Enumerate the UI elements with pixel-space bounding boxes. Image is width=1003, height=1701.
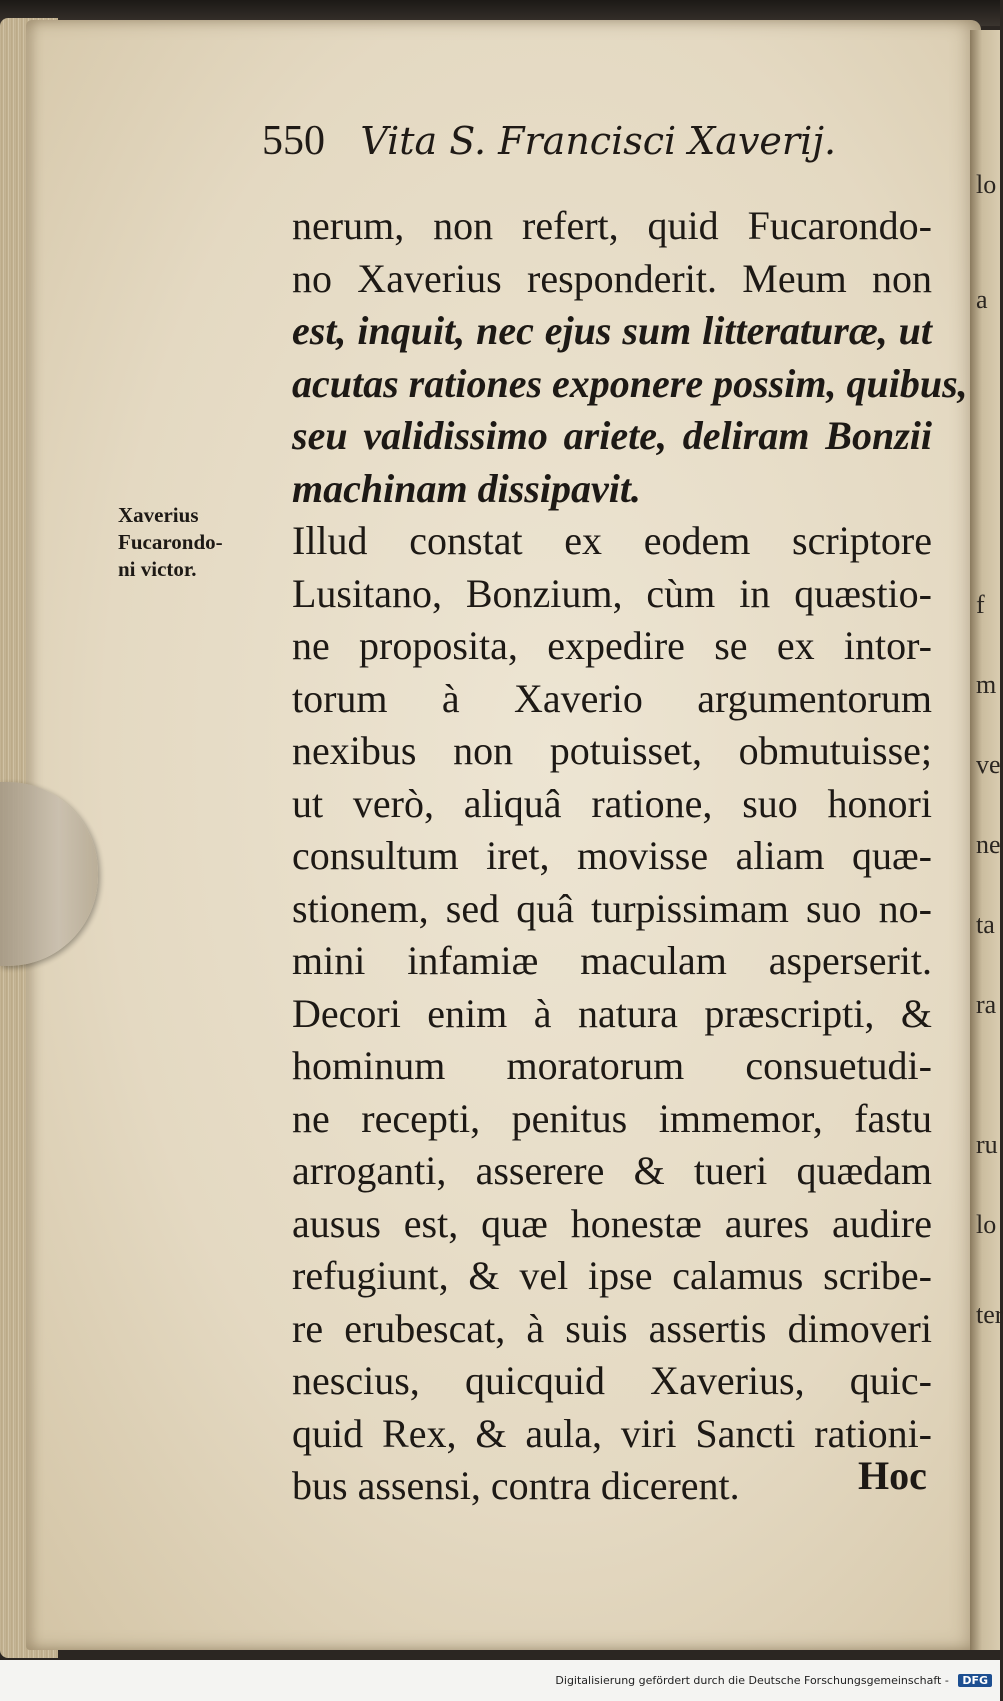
- running-header: [262, 115, 836, 165]
- dfg-logo: DFG: [958, 1674, 992, 1687]
- text-line: ut verò, aliquâ ratione, suo honori: [292, 780, 932, 826]
- text-line: nerum, non refert, quid Fucarondo-: [292, 203, 932, 248]
- facing-page-fragment: ter: [976, 1300, 1003, 1329]
- facing-page-fragment: a: [976, 285, 988, 314]
- text-line: quid Rex, & aula, viri Sancti rationi-: [292, 1410, 932, 1456]
- text-line: est, inquit, nec ejus sum litteraturæ, ut: [292, 308, 932, 353]
- facing-page-fragment: lo: [976, 1210, 997, 1239]
- text-line: stionem, sed quâ turpissimam suo no-: [292, 885, 932, 931]
- catchword: Hoc: [858, 1453, 927, 1498]
- marginal-note: [118, 502, 223, 583]
- text-line: refugiunt, & vel ipse calamus scribe-: [292, 1253, 932, 1298]
- running-title: Vita S. Francisci Xaverij.: [360, 119, 837, 163]
- footer-credit-text: Digitalisierung gefördert durch die Deutsche Forschungsgemeinschaft -: [555, 1674, 949, 1687]
- footer-credit: [555, 1674, 992, 1687]
- text-line: bus assensi, contra dicerent.: [292, 1463, 740, 1508]
- facing-page-fragment: ne: [976, 830, 1001, 859]
- facing-page-fragment: f: [976, 590, 985, 619]
- text-line: torum à Xaverio argumentorum: [292, 675, 932, 721]
- text-line: seu validissimo ariete, deliram Bonzii: [292, 413, 932, 458]
- digitization-footer: [0, 1660, 1000, 1701]
- body-text: [292, 200, 968, 1513]
- text-line: nescius, quicquid Xaverius, quic-: [292, 1358, 932, 1403]
- facing-page-fragment: m: [976, 670, 997, 699]
- text-line: ne proposita, expedire se ex intor-: [292, 623, 932, 668]
- text-line: mini infamiæ maculam asperserit.: [292, 938, 932, 983]
- text-line: ne recepti, penitus immemor, fastu: [292, 1095, 932, 1141]
- marginal-note-line: Fucarondo-: [118, 530, 223, 554]
- facing-page-edge: [970, 30, 1003, 1650]
- page-number: 550: [262, 118, 325, 164]
- text-line: hominum moratorum consuetudi-: [292, 1043, 932, 1088]
- text-line: machinam dissipavit.: [292, 465, 641, 511]
- facing-page-fragment: ve: [976, 750, 1001, 779]
- text-line: acutas rationes exponere possim, quibus,: [292, 360, 968, 406]
- text-line: ausus est, quæ honestæ aures audire: [292, 1200, 932, 1246]
- facing-page-fragment: lo: [976, 170, 997, 199]
- text-line: Decori enim à natura præscripti, &: [292, 990, 932, 1036]
- text-line: Illud constat ex eodem scriptore: [292, 518, 932, 563]
- marginal-note-line: Xaverius: [118, 503, 199, 527]
- text-line: no Xaverius responderit. Meum non: [292, 255, 932, 301]
- text-line: arroganti, asserere & tueri quædam: [292, 1148, 932, 1193]
- facing-page-fragment: ra: [976, 990, 997, 1019]
- text-line: Lusitano, Bonzium, cùm in quæstio-: [292, 570, 932, 616]
- text-line: re erubescat, à suis assertis dimoveri: [292, 1305, 932, 1351]
- marginal-note-line: ni victor.: [118, 557, 197, 581]
- text-line: consultum iret, movisse aliam quæ-: [292, 833, 932, 878]
- facing-page-fragment: ru: [976, 1130, 998, 1159]
- text-line: nexibus non potuisset, obmutuisse;: [292, 728, 932, 773]
- facing-page-fragment: ta: [976, 910, 995, 939]
